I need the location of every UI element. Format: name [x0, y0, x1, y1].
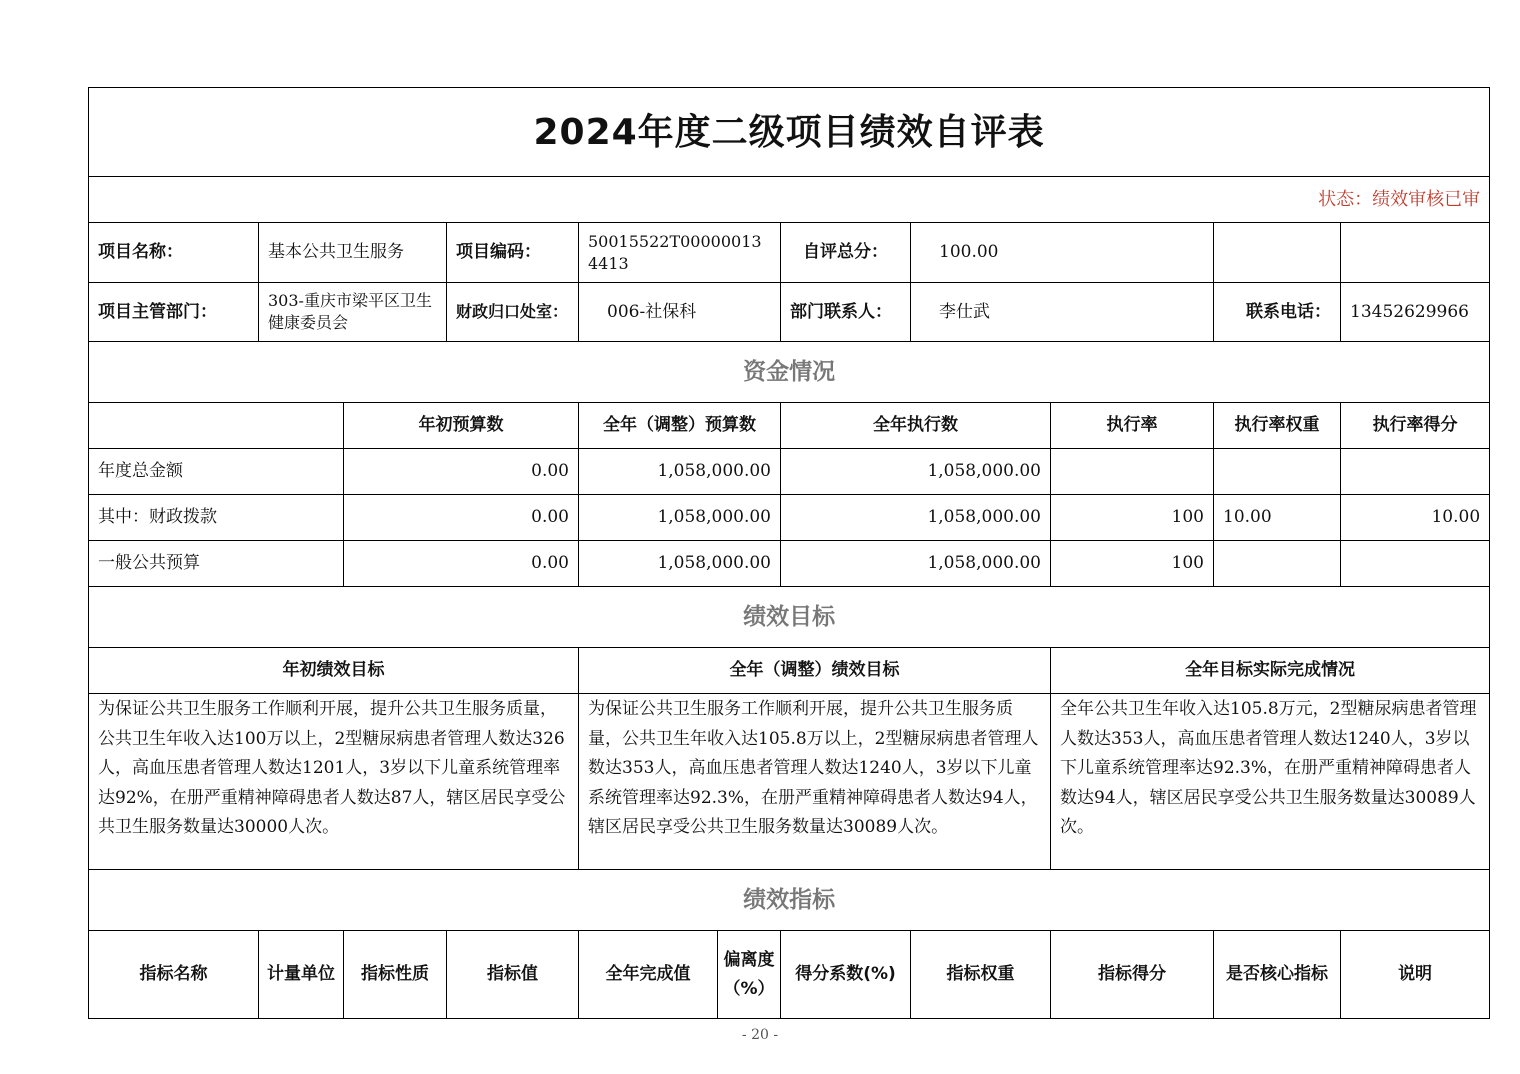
empty-cell [89, 403, 344, 449]
col-header: 计量单位 [259, 931, 344, 1019]
contact-label: 部门联系人： [781, 283, 911, 342]
col-header: 偏离度（%） [718, 931, 781, 1019]
table-row [89, 449, 1490, 495]
table-row [89, 495, 1490, 541]
col-header: 是否核心指标 [1214, 931, 1341, 1019]
contact-value: 李仕武 [911, 283, 1214, 342]
table-row [89, 541, 1490, 587]
executed-amount: 1,058,000.00 [781, 541, 1051, 587]
rate-score [1341, 449, 1490, 495]
actual-result-text: 全年公共卫生年收入达105.8万元，2型糖尿病患者管理人数达353人，高血压患者管理人数达1240人，3岁以下儿童系统管理率达92.3%，在册严重精神障碍患者人数达94人，辖区居民享受公共卫生服务数量达30089人次。 [1051, 694, 1490, 870]
initial-budget: 0.00 [344, 541, 579, 587]
execution-rate: 100 [1051, 541, 1214, 587]
rate-score [1341, 541, 1490, 587]
adjusted-budget: 1,058,000.00 [579, 449, 781, 495]
col-header: 执行率权重 [1214, 403, 1341, 449]
col-header: 指标性质 [344, 931, 447, 1019]
row-label: 年度总金额 [89, 449, 344, 495]
empty-cell [1341, 223, 1490, 283]
rate-score: 10.00 [1341, 495, 1490, 541]
phone-value: 13452629966 [1341, 283, 1490, 342]
adjusted-budget: 1,058,000.00 [579, 541, 781, 587]
funds-section-title: 资金情况 [89, 342, 1490, 403]
initial-budget: 0.00 [344, 495, 579, 541]
col-header: 全年执行数 [781, 403, 1051, 449]
col-header: 说明 [1341, 931, 1490, 1019]
performance-evaluation-table [88, 87, 1490, 1019]
col-header: 全年完成值 [579, 931, 718, 1019]
row-label: 其中：财政拨款 [89, 495, 344, 541]
col-header: 指标权重 [911, 931, 1051, 1019]
row-label: 一般公共预算 [89, 541, 344, 587]
dept-value: 303-重庆市梁平区卫生健康委员会 [259, 283, 447, 342]
rate-weight: 10.00 [1214, 495, 1341, 541]
project-code-value: 50015522T000000134413 [579, 223, 781, 283]
page-number: - 20 - [741, 1027, 779, 1043]
executed-amount: 1,058,000.00 [781, 495, 1051, 541]
indicators-section-title: 绩效指标 [89, 870, 1490, 931]
execution-rate: 100 [1051, 495, 1214, 541]
col-header: 执行率得分 [1341, 403, 1490, 449]
col-header: 全年目标实际完成情况 [1051, 648, 1490, 694]
page-title: 2024年度二级项目绩效自评表 [89, 88, 1490, 177]
col-header: 得分系数(%) [781, 931, 911, 1019]
goals-section-title: 绩效目标 [89, 587, 1490, 648]
phone-label: 联系电话： [1214, 283, 1341, 342]
col-header: 指标得分 [1051, 931, 1214, 1019]
project-code-label: 项目编码： [447, 223, 579, 283]
col-header: 年初预算数 [344, 403, 579, 449]
status-text: 状态：绩效审核已审 [89, 177, 1490, 223]
dept-label: 项目主管部门： [89, 283, 259, 342]
rate-weight [1214, 541, 1341, 587]
adjusted-budget: 1,058,000.00 [579, 495, 781, 541]
adjusted-goal-text: 为保证公共卫生服务工作顺利开展，提升公共卫生服务质量，公共卫生年收入达105.8万以上，2型糖尿病患者管理人数达353人，高血压患者管理人数达1240人，3岁以下儿童系统管理率达92.3%，在册严重精神障碍患者人数达94人，辖区居民享受公共卫生服务数量达30089人次。 [579, 694, 1051, 870]
initial-budget: 0.00 [344, 449, 579, 495]
finance-label: 财政归口处室： [447, 283, 579, 342]
col-header: 指标值 [447, 931, 579, 1019]
executed-amount: 1,058,000.00 [781, 449, 1051, 495]
col-header: 年初绩效目标 [89, 648, 579, 694]
score-label: 自评总分： [781, 223, 911, 283]
col-header: 全年（调整）绩效目标 [579, 648, 1051, 694]
finance-value: 006-社保科 [579, 283, 781, 342]
col-header: 全年（调整）预算数 [579, 403, 781, 449]
empty-cell [1214, 223, 1341, 283]
rate-weight [1214, 449, 1341, 495]
project-name-label: 项目名称： [89, 223, 259, 283]
initial-goal-text: 为保证公共卫生服务工作顺利开展，提升公共卫生服务质量，公共卫生年收入达100万以上，2型糖尿病患者管理人数达326人，高血压患者管理人数达1201人，3岁以下儿童系统管理率达92%，在册严重精神障碍患者人数达87人，辖区居民享受公共卫生服务数量达30000人次。 [89, 694, 579, 870]
col-header: 指标名称 [89, 931, 259, 1019]
execution-rate [1051, 449, 1214, 495]
col-header: 执行率 [1051, 403, 1214, 449]
project-name-value: 基本公共卫生服务 [259, 223, 447, 283]
score-value: 100.00 [911, 223, 1214, 283]
